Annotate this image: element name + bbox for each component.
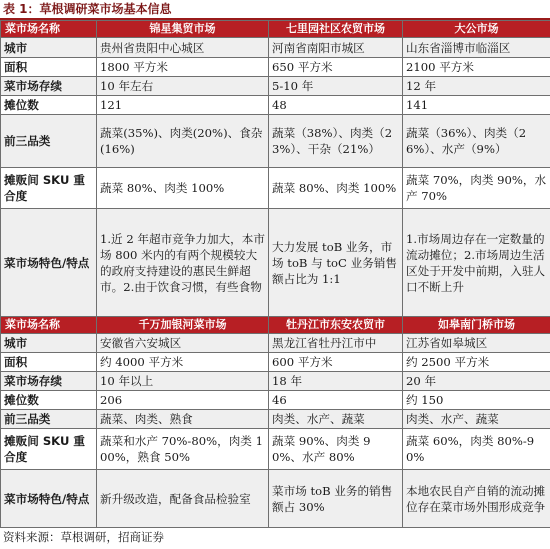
header-cell: 大公市场 bbox=[403, 21, 550, 38]
table-cell: 安徽省六安城区 bbox=[97, 334, 269, 353]
header-cell: 如皋南门桥市场 bbox=[403, 317, 550, 334]
table-cell: 5-10 年 bbox=[269, 77, 403, 96]
table-cell: 约 2500 平方米 bbox=[403, 353, 550, 372]
header-cell: 菜市场名称 bbox=[1, 317, 97, 334]
table1-header-row bbox=[1, 21, 550, 38]
table-cell: 蔬菜（36%）、肉类（26%）、水产（9%） bbox=[403, 115, 550, 168]
market-info-table bbox=[0, 20, 550, 528]
table-cell: 约 4000 平方米 bbox=[97, 353, 269, 372]
table-cell: 菜市场 toB 业务的销售额占 30% bbox=[269, 470, 403, 528]
table-row bbox=[1, 209, 550, 317]
table-cell: 肉类、水产、蔬菜 bbox=[403, 410, 550, 429]
row-label: 摊位数 bbox=[1, 391, 97, 410]
table-row bbox=[1, 353, 550, 372]
table-row bbox=[1, 58, 550, 77]
row-label: 菜市场特色/特点 bbox=[1, 209, 97, 317]
table-cell: 蔬菜（38%）、肉类（23%）、干杂（21%） bbox=[269, 115, 403, 168]
table-cell: 121 bbox=[97, 96, 269, 115]
row-label: 前三品类 bbox=[1, 115, 97, 168]
table2-header-row bbox=[1, 317, 550, 334]
table-row bbox=[1, 77, 550, 96]
table-cell: 约 150 bbox=[403, 391, 550, 410]
table-cell: 1.市场周边存在一定数量的流动摊位；2.市场周边生活区处于开发中前期，入驻人口不断上升 bbox=[403, 209, 550, 317]
header-cell: 千万加银河菜市场 bbox=[97, 317, 269, 334]
table-cell: 蔬菜和水产 70%-80%，肉类 100%，熟食 50% bbox=[97, 429, 269, 470]
row-label: 面积 bbox=[1, 353, 97, 372]
table-cell: 10 年以上 bbox=[97, 372, 269, 391]
table-cell: 20 年 bbox=[403, 372, 550, 391]
table-cell: 黑龙江省牡丹江市中 bbox=[269, 334, 403, 353]
table-cell: 48 bbox=[269, 96, 403, 115]
table-cell: 1.近 2 年超市竞争力加大，本市场 800 米内的有两个规模较大的政府支持建设的惠民生鲜超市。2.由于饮食习惯，有些食物 bbox=[97, 209, 269, 317]
table-row bbox=[1, 334, 550, 353]
table-cell: 蔬菜 80%、肉类 100% bbox=[269, 168, 403, 209]
header-cell: 锦星集贸市场 bbox=[97, 21, 269, 38]
table-cell: 肉类、水产、蔬菜 bbox=[269, 410, 403, 429]
table-cell: 1800 平方米 bbox=[97, 58, 269, 77]
table-cell: 2100 平方米 bbox=[403, 58, 550, 77]
table-cell: 本地农民自产自销的流动摊位存在菜市场外围形成竞争 bbox=[403, 470, 550, 528]
table-cell: 贵州省贵阳中心城区 bbox=[97, 38, 269, 58]
table-cell: 蔬菜 70%，肉类 90%，水产 70% bbox=[403, 168, 550, 209]
row-label: 摊贩间 SKU 重合度 bbox=[1, 168, 97, 209]
table-cell: 18 年 bbox=[269, 372, 403, 391]
row-label: 摊位数 bbox=[1, 96, 97, 115]
header-cell: 菜市场名称 bbox=[1, 21, 97, 38]
table-cell: 大力发展 toB 业务，市场 toB 与 toC 业务销售额占比为 1:1 bbox=[269, 209, 403, 317]
table-cell: 206 bbox=[97, 391, 269, 410]
table-row bbox=[1, 168, 550, 209]
table-cell: 蔬菜 90%、肉类 90%、水产 80% bbox=[269, 429, 403, 470]
table-cell: 河南省南阳市城区 bbox=[269, 38, 403, 58]
row-label: 面积 bbox=[1, 58, 97, 77]
table-row bbox=[1, 410, 550, 429]
table-row bbox=[1, 115, 550, 168]
table-cell: 蔬菜、肉类、熟食 bbox=[97, 410, 269, 429]
row-label: 菜市场特色/特点 bbox=[1, 470, 97, 528]
table-cell: 江苏省如皋城区 bbox=[403, 334, 550, 353]
row-label: 摊贩间 SKU 重合度 bbox=[1, 429, 97, 470]
table-row bbox=[1, 429, 550, 470]
row-label: 城市 bbox=[1, 334, 97, 353]
table-row bbox=[1, 96, 550, 115]
row-label: 城市 bbox=[1, 38, 97, 58]
table-row bbox=[1, 38, 550, 58]
table-cell: 10 年左右 bbox=[97, 77, 269, 96]
row-label: 菜市场存续 bbox=[1, 372, 97, 391]
table-title: 表 1：草根调研菜市场基本信息 bbox=[3, 2, 172, 16]
source-note: 资料来源：草根调研，招商证券 bbox=[3, 530, 164, 544]
table-cell: 蔬菜 80%、肉类 100% bbox=[97, 168, 269, 209]
table-cell: 600 平方米 bbox=[269, 353, 403, 372]
table-row bbox=[1, 470, 550, 528]
table-cell: 新升级改造，配备食品检验室 bbox=[97, 470, 269, 528]
table-row bbox=[1, 372, 550, 391]
table-cell: 蔬菜 60%，肉类 80%-90% bbox=[403, 429, 550, 470]
row-label: 前三品类 bbox=[1, 410, 97, 429]
table-cell: 141 bbox=[403, 96, 550, 115]
table-cell: 山东省淄博市临淄区 bbox=[403, 38, 550, 58]
header-cell: 七里园社区农贸市场 bbox=[269, 21, 403, 38]
table-cell: 蔬菜(35%)、肉类(20%)、食杂(16%) bbox=[97, 115, 269, 168]
table-cell: 12 年 bbox=[403, 77, 550, 96]
table-row bbox=[1, 391, 550, 410]
header-cell: 牡丹江市东安农贸市 bbox=[269, 317, 403, 334]
row-label: 菜市场存续 bbox=[1, 77, 97, 96]
table-cell: 46 bbox=[269, 391, 403, 410]
table-cell: 650 平方米 bbox=[269, 58, 403, 77]
